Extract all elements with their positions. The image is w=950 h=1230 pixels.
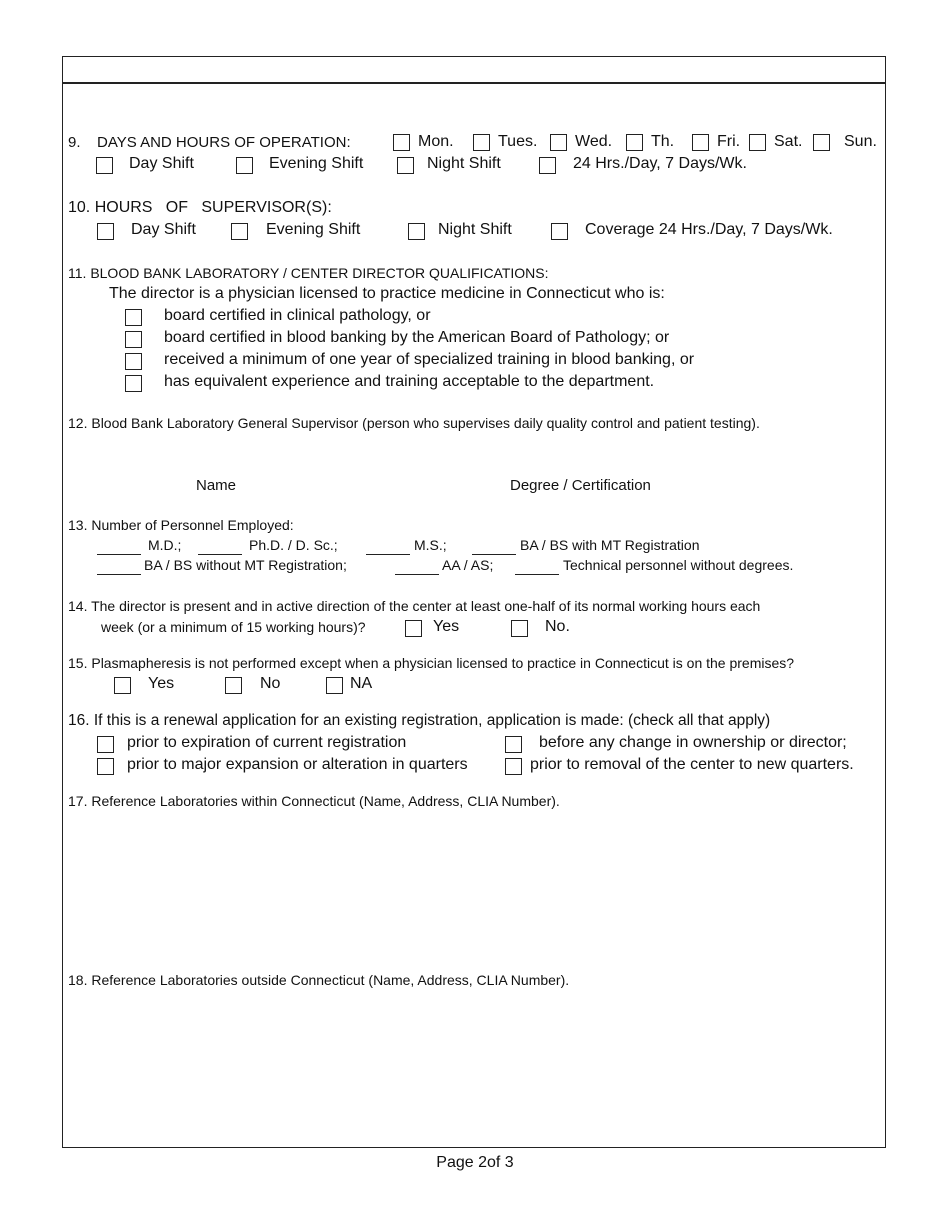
checkbox-s11-equivalent-experience[interactable] xyxy=(125,375,142,392)
label-s9-night-shift: Night Shift xyxy=(427,155,501,172)
label-s9-24hrs: 24 Hrs./Day, 7 Days/Wk. xyxy=(573,155,747,172)
checkbox-s10-evening-shift[interactable] xyxy=(231,223,248,240)
s12-name-label: Name xyxy=(196,477,237,494)
checkbox-s11-blood-banking[interactable] xyxy=(125,331,142,348)
label-s11-specialized-training: received a minimum of one year of specialized training in blood banking, or xyxy=(164,351,695,368)
s9-title: DAYS AND HOURS OF OPERATION: xyxy=(97,134,351,151)
checkbox-s15-no[interactable] xyxy=(225,677,242,694)
checkbox-s9-evening-shift[interactable] xyxy=(236,157,253,174)
label-aa: AA / AS; xyxy=(442,557,494,573)
s10-title: 10. HOURS OF SUPERVISOR(S): xyxy=(68,199,332,216)
label-s9-day-shift: Day Shift xyxy=(129,155,194,172)
label-s14-yes: Yes xyxy=(433,618,460,635)
blank-ba-mt[interactable] xyxy=(472,554,516,555)
s14-line2: week (or a minimum of 15 working hours)? xyxy=(101,619,366,635)
label-tues: Tues. xyxy=(498,133,538,150)
label-sat: Sat. xyxy=(774,133,803,150)
checkbox-s10-day-shift[interactable] xyxy=(97,223,114,240)
label-s10-evening-shift: Evening Shift xyxy=(266,221,361,238)
label-s16-expansion: prior to major expansion or alteration in quarters xyxy=(127,756,468,773)
label-s11-blood-banking: board certified in blood banking by the American Board of Pathology; or xyxy=(164,329,670,346)
label-s14-no: No. xyxy=(545,618,570,635)
blank-phd[interactable] xyxy=(198,554,242,555)
checkbox-fri[interactable] xyxy=(692,134,709,151)
s11-title: 11. BLOOD BANK LABORATORY / CENTER DIRECTOR QUALIFICATIONS: xyxy=(68,265,549,281)
label-phd: Ph.D. / D. Sc.; xyxy=(249,537,338,553)
checkbox-s15-na[interactable] xyxy=(326,677,343,694)
checkbox-s14-yes[interactable] xyxy=(405,620,422,637)
s12-degree-label: Degree / Certification xyxy=(510,477,651,494)
checkbox-tues[interactable] xyxy=(473,134,490,151)
checkbox-th[interactable] xyxy=(626,134,643,151)
s13-title: 13. Number of Personnel Employed: xyxy=(68,517,294,533)
checkbox-s16-ownership[interactable] xyxy=(505,736,522,753)
label-s15-na: NA xyxy=(350,675,373,692)
s9-label: 9. xyxy=(68,134,81,151)
s12-title: 12. Blood Bank Laboratory General Supervisor (person who supervises daily quality control and patient testing). xyxy=(68,415,760,431)
checkbox-sat[interactable] xyxy=(749,134,766,151)
s17-title: 17. Reference Laboratories within Connecticut (Name, Address, CLIA Number). xyxy=(68,793,560,809)
checkbox-mon[interactable] xyxy=(393,134,410,151)
label-th: Th. xyxy=(651,133,675,150)
checkbox-s9-day-shift[interactable] xyxy=(96,157,113,174)
checkbox-s9-24hrs[interactable] xyxy=(539,157,556,174)
blank-aa[interactable] xyxy=(395,574,439,575)
label-s15-yes: Yes xyxy=(148,675,175,692)
s11-intro: The director is a physician licensed to practice medicine in Connecticut who is: xyxy=(109,285,665,302)
label-wed: Wed. xyxy=(575,133,613,150)
s14-line1: 14. The director is present and in active direction of the center at least one-half of its normal working hours each xyxy=(68,598,761,614)
label-s10-night-shift: Night Shift xyxy=(438,221,512,238)
label-sun: Sun. xyxy=(844,133,877,150)
label-s10-coverage: Coverage 24 Hrs./Day, 7 Days/Wk. xyxy=(585,221,833,238)
label-s11-equivalent-experience: has equivalent experience and training acceptable to the department. xyxy=(164,373,655,390)
s15-title: 15. Plasmapheresis is not performed except when a physician licensed to practice in Connecticut is on the premises? xyxy=(68,655,795,671)
label-tech: Technical personnel without degrees. xyxy=(563,557,794,573)
checkbox-s10-coverage[interactable] xyxy=(551,223,568,240)
label-mon: Mon. xyxy=(418,133,454,150)
label-s16-expiration: prior to expiration of current registration xyxy=(127,734,407,751)
checkbox-s9-night-shift[interactable] xyxy=(397,157,414,174)
label-s11-clinical-pathology: board certified in clinical pathology, or xyxy=(164,307,431,324)
page-number: Page 2of 3 xyxy=(436,1154,514,1171)
blank-ms[interactable] xyxy=(366,554,410,555)
checkbox-sun[interactable] xyxy=(813,134,830,151)
label-ms: M.S.; xyxy=(414,537,447,553)
checkbox-s16-removal[interactable] xyxy=(505,758,522,775)
header-rule xyxy=(62,82,886,84)
checkbox-s11-specialized-training[interactable] xyxy=(125,353,142,370)
checkbox-s10-night-shift[interactable] xyxy=(408,223,425,240)
label-ba-no-mt: BA / BS without MT Registration; xyxy=(144,557,347,573)
label-ba-mt: BA / BS with MT Registration xyxy=(520,537,700,553)
blank-md[interactable] xyxy=(97,554,141,555)
label-fri: Fri. xyxy=(717,133,741,150)
label-s9-evening-shift: Evening Shift xyxy=(269,155,364,172)
checkbox-s11-clinical-pathology[interactable] xyxy=(125,309,142,326)
label-s10-day-shift: Day Shift xyxy=(131,221,196,238)
blank-tech[interactable] xyxy=(515,574,559,575)
checkbox-s16-expiration[interactable] xyxy=(97,736,114,753)
label-s16-removal: prior to removal of the center to new quarters. xyxy=(530,756,854,773)
label-md: M.D.; xyxy=(148,537,182,553)
s18-title: 18. Reference Laboratories outside Connecticut (Name, Address, CLIA Number). xyxy=(68,972,570,988)
checkbox-wed[interactable] xyxy=(550,134,567,151)
blank-ba-no-mt[interactable] xyxy=(97,574,141,575)
checkbox-s15-yes[interactable] xyxy=(114,677,131,694)
label-s16-ownership: before any change in ownership or director; xyxy=(539,734,847,751)
checkbox-s14-no[interactable] xyxy=(511,620,528,637)
label-s15-no: No xyxy=(260,675,281,692)
s16-title: 16. If this is a renewal application for an existing registration, application is made: (check all that apply) xyxy=(68,712,771,729)
checkbox-s16-expansion[interactable] xyxy=(97,758,114,775)
